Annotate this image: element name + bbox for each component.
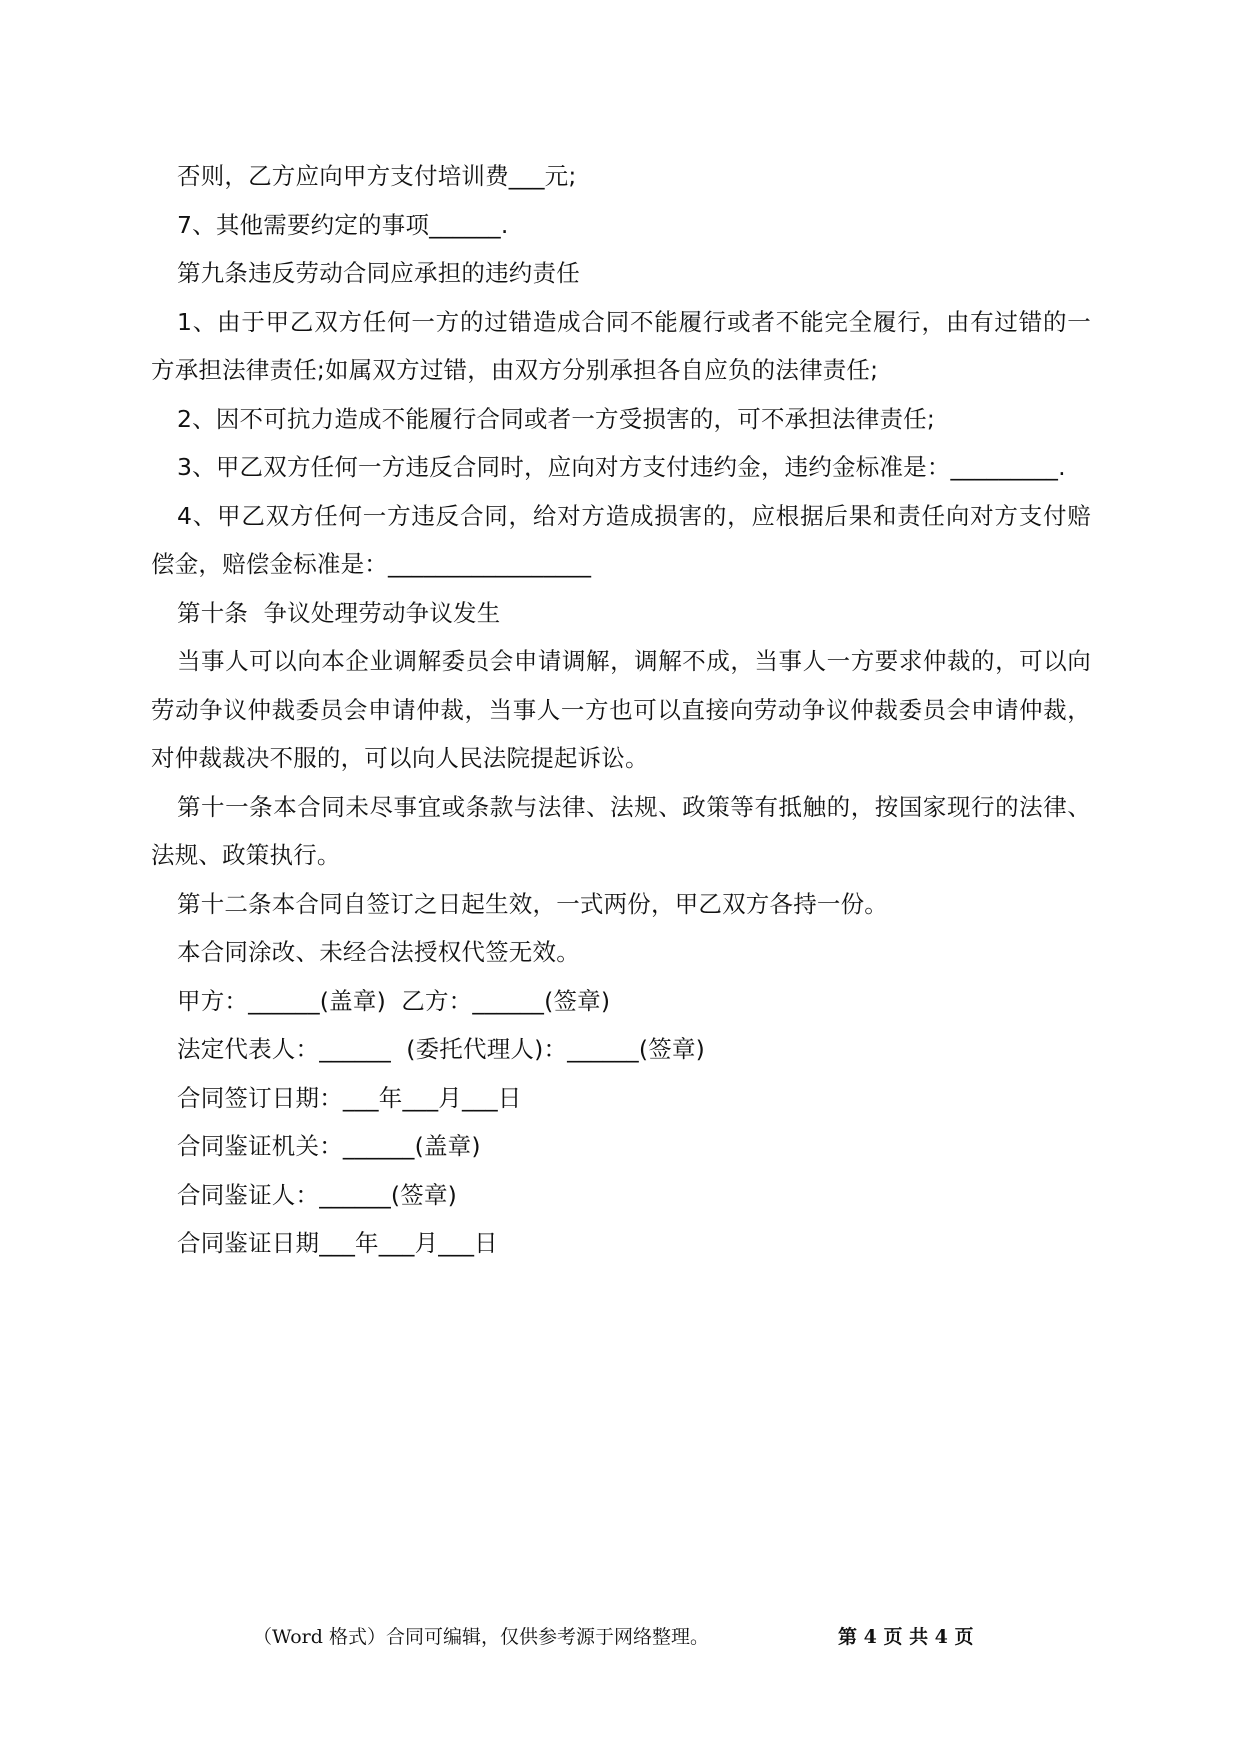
page-footer (0, 1622, 1241, 1652)
verification-date: 合同鉴证日期___年___月___日 (177, 1229, 498, 1257)
page-number: 第 4 页 共 4 页 (838, 1626, 974, 1648)
heading-article-9: 第九条违反劳动合同应承担的违约责任 (177, 259, 580, 287)
footer-note: （Word 格式）合同可编辑，仅供参考源于网络整理。 (253, 1626, 709, 1648)
signature-legal-representative: 法定代表人：______ (委托代理人)：______(签章) (177, 1035, 706, 1063)
heading-article-10: 第十条 争议处理劳动争议发生 (177, 598, 501, 627)
signature-party-a-b: 甲方：______(盖章) 乙方：______(签章) (177, 986, 611, 1015)
paragraph-force-majeure: 2、因不可抗力造成不能履行合同或者一方受损害的，可不承担法律责任; (177, 404, 935, 433)
paragraph-article-11: 第十一条本合同未尽事宜或条款与法律、法规、政策等有抵触的，按国家现行的法律、法规、政策执行。 (151, 792, 1091, 869)
paragraph-article-12: 第十二条本合同自签订之日起生效，一式两份，甲乙双方各持一份。 (177, 889, 888, 918)
paragraph-compensation: 4、甲乙双方任何一方违反合同，给对方造成损害的，应根据后果和责任向对方支付赔偿金，赔偿金标准是：_________________ (151, 501, 1091, 578)
document-body (151, 152, 1091, 1268)
paragraph-dispute-resolution: 当事人可以向本企业调解委员会申请调解，调解不成，当事人一方要求仲裁的，可以向劳动争议仲裁委员会申请仲裁，当事人一方也可以直接向劳动争议仲裁委员会申请仲裁，对仲裁裁决不服的，可以向人民法院提起诉讼。 (151, 647, 1091, 772)
paragraph-fault-liability: 1、由于甲乙双方任何一方的过错造成合同不能履行或者不能完全履行，由有过错的一方承担法律责任;如属双方过错，由双方分别承担各自应负的法律责任; (151, 307, 1091, 384)
paragraph-other-matters: 7、其他需要约定的事项______. (177, 210, 509, 239)
paragraph-penalty: 3、甲乙双方任何一方违反合同时，应向对方支付违约金，违约金标准是：_________. (177, 453, 1066, 481)
paragraph-training-fee: 否则，乙方应向甲方支付培训费___元; (177, 162, 577, 190)
paragraph-alteration-invalid: 本合同涂改、未经合法授权代签无效。 (177, 938, 580, 966)
signing-date: 合同签订日期：___年___月___日 (177, 1083, 522, 1112)
verification-authority: 合同鉴证机关：______(盖章) (177, 1132, 481, 1160)
verification-person: 合同鉴证人：______(签章) (177, 1180, 458, 1209)
